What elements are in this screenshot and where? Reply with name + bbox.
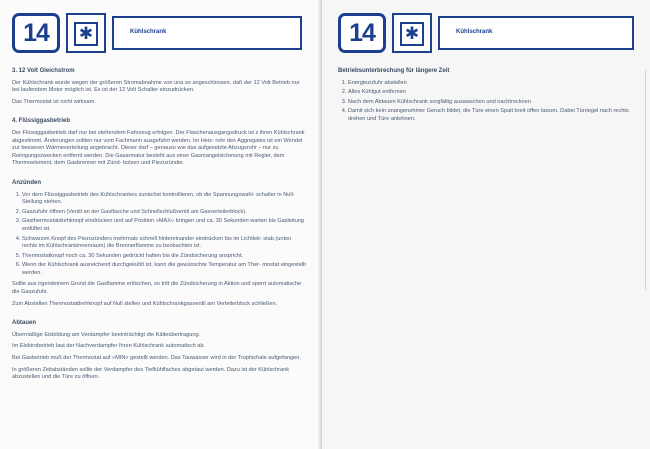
chapter-label-box — [112, 16, 302, 50]
list-item: 2. Alles Kühlgut entfernen — [348, 89, 634, 97]
section-heading: Betriebsunterbrechung für längere Zeit — [338, 68, 450, 74]
list-item: 3. Nach dem Abtauen Kühlschrank sorgfältig auswaschen und nachtrocknen — [348, 99, 634, 107]
section-heading: 4. Flüssiggasbetrieb — [12, 118, 71, 125]
paragraph: Sollte aus irgendeinem Grund die Gasflamme erlöschen, so tritt die Zündsicherung in Aktion und sperrt automatische die Gaszufuhr. — [12, 281, 302, 296]
ignition-steps-list — [12, 192, 308, 278]
paragraph: Übermäßige Eisbildung am Verdampfer beeinträchtigt die Kälteübertragung. — [12, 331, 201, 338]
snowflake-icon: ✱ — [400, 22, 424, 46]
paragraph: Der Flüssiggasbetrieb darf nur bei stehendem Fahrzeug erfolgen. Der Flaschenausgangsdruck ist z ihren Kühlschrank abgestimmt. Änderungen sollten nur vom Fachmann ausgeführt werden. Im Heiz- rohr des Aggregates ist ein Wendel zur besseren Wärmeverteilung angebracht. Dieser darf – genauso wie das aufgesetzte Abzugsrohr – nur zu Reinigungszwecken entfernt werden. Die Gasarmatur besteht aus einer Gasmangelsicherung mit Regler, dem Thermoelement, dem Gasbrenner mit Zünd- bolzen und Piezozünder. — [12, 129, 305, 167]
list-item: 4. Schwarzen Knopf des Piezozünders mehrmals schnell hintereinander eindrücken bis im Lichtleit- stab (unten rechts im Kühlschrankinnenraum) die Brennerflamme zu beobachten ist. — [22, 236, 308, 251]
page-edge — [637, 70, 646, 290]
shutdown-steps-list — [338, 80, 634, 124]
paragraph: Zum Abstellen Thermostatdrehknopf auf Null stellen und Kühlschrankgasventil am Verteilerblock schließen. — [12, 300, 278, 307]
left-page-content — [12, 68, 308, 386]
snowflake-icon: ✱ — [74, 22, 98, 46]
list-item: 6. Wenn der Kühlschrank ausreichend durchgekühlt ist, kann die gewünschte Temperatur am Ther- mostat eingestellt werden. — [22, 262, 308, 277]
list-item: 4. Damit sich kein unangenehmer Geruch bildet, die Türe einen Spalt breit offen lassen. Dabei Türriegel nach rechts drehen und Türe anlehnen. — [348, 108, 634, 123]
right-page-content — [338, 68, 634, 128]
chapter-label-box — [438, 16, 634, 50]
chapter-label: Kühlschrank — [130, 29, 167, 35]
paragraph: Der Kühlschrank wurde wegen der größeren Stromabnahme von una so angeschlossen, daß der 12 Volt Betrieb nur bei laufendem Motor möglich ist. Es ist der 12 Volt Schalter einzudrücken. — [12, 79, 300, 94]
list-item: 1. Vor dem Flüssiggasbetrieb des Kühlschrankes zunächst kontrollieren, ob die Spannungswahl- schalter in Null-Stellung stehen. — [22, 192, 308, 207]
left-page — [0, 0, 322, 449]
appliance-frame — [66, 13, 106, 53]
paragraph: Bei Gasbetrieb muß der Thermostat auf »MIN« gestellt werden. Das Tauwasser wird in der Tropfschale aufgefangen. — [12, 355, 301, 362]
list-item: 2. Gaszufuhr öffnen (Ventil an der Gasflasche und Schnellschlußventil am Gasverteilerblock). — [22, 209, 308, 217]
paragraph: In größeren Zeitabständen sollte der Verdampfer des Tiefkühlfaches abgetaut werden. Dazu ist der Kühlschrank abzustellen und die Türe zu öffnen. — [12, 366, 290, 381]
appliance-frame — [392, 13, 432, 53]
paragraph: Das Thermostat ist nicht wirksam. — [12, 98, 96, 105]
list-item: 1. Energiezufuhr abstellen — [348, 80, 634, 88]
paragraph: Im Elektrobetrieb laut der Nachverdampfer Ihren Kühlschrank automatisch ab. — [12, 343, 206, 350]
right-page — [322, 0, 650, 449]
section-heading: Abtauen — [12, 320, 36, 327]
chapter-number-badge: 14 — [12, 13, 60, 53]
section-heading: 3. 12 Volt Gleichstrom — [12, 68, 75, 74]
list-item: 5. Thermostatknopf noch ca. 30 Sekunden gedrückt halten bis die Zündsicherung anspricht. — [22, 253, 308, 261]
section-heading: Anzünden — [12, 179, 41, 186]
chapter-label: Kühlschrank — [456, 29, 493, 35]
list-item: 3. Gasthermostatdrehknopf eindrücken und auf Position »MAX« bringen und ca. 30 Sekunden warten bis Gasleitung entlüftet ist. — [22, 218, 308, 233]
chapter-number-badge: 14 — [338, 13, 386, 53]
